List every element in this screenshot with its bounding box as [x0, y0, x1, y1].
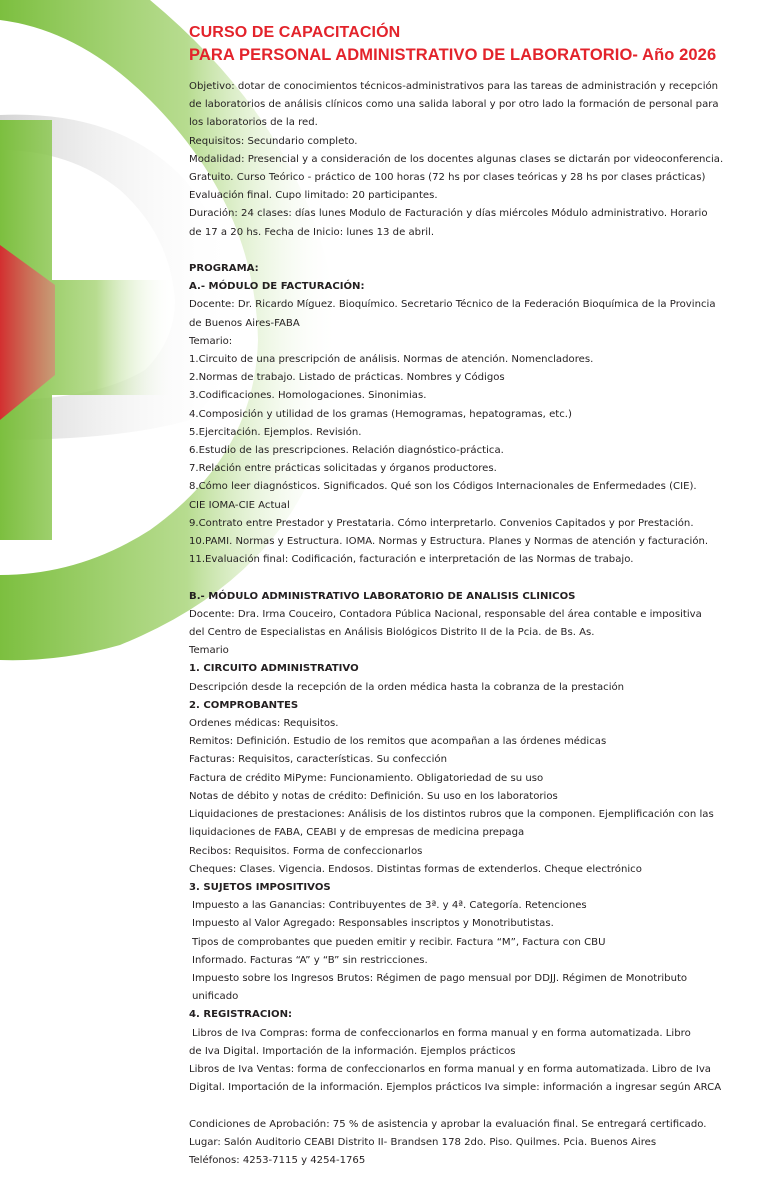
list-item: Impuesto a las Ganancias: Contribuyentes de 3ª. y 4ª. Categoría. Retenciones — [192, 900, 587, 912]
intro-line: Gratuito. Curso Teórico - práctico de 100 horas (72 hs por clases teóricas y 28 hs por clases prácticas) — [189, 172, 706, 184]
list-item: Digital. Importación de la información. Ejemplos prácticos Iva simple: información a ingresar según ARCA — [189, 1082, 722, 1094]
list-item: Facturas: Requisitos, características. Su confección — [189, 754, 447, 766]
intro-line: de 17 a 20 hs. Fecha de Inicio: lunes 13 de abril. — [189, 226, 435, 238]
temario-label: Temario: — [189, 335, 233, 347]
section-heading: 1. CIRCUITO ADMINISTRATIVO — [189, 663, 359, 675]
list-item: CIE IOMA-CIE Actual — [189, 499, 290, 511]
list-item: Informado. Facturas “A” y “B” sin restricciones. — [192, 954, 428, 966]
docente-line: de Buenos Aires-FABA — [189, 317, 300, 329]
list-item: Ordenes médicas: Requisitos. — [189, 718, 339, 730]
section-heading: 4. REGISTRACION: — [189, 1009, 293, 1021]
list-item: Impuesto al Valor Agregado: Responsables inscriptos y Monotributistas. — [192, 918, 554, 930]
list-item: de Iva Digital. Importación de la información. Ejemplos prácticos — [189, 1045, 516, 1057]
temario-label: Temario — [189, 645, 229, 657]
list-item: liquidaciones de FABA, CEABI y de empresas de medicina prepaga — [189, 827, 525, 839]
list-item: Recibos: Requisitos. Forma de confeccionarlos — [189, 845, 423, 857]
section-heading: 3. SUJETOS IMPOSITIVOS — [189, 881, 331, 893]
docente-line: Docente: Dr. Ricardo Míguez. Bioquímico. Secretario Técnico de la Federación Bioquímica de la Provincia — [189, 299, 716, 311]
section-heading: 2. COMPROBANTES — [189, 699, 299, 711]
list-item: Impuesto sobre los Ingresos Brutos: Régimen de pago mensual por DDJJ. Régimen de Monotributo — [192, 972, 688, 984]
footer-line: Lugar: Salón Auditorio CEABI Distrito II- Brandsen 178 2do. Piso. Quilmes. Pcia. Buenos Aires — [189, 1136, 657, 1148]
intro-line: de laboratorios de análisis clínicos como una salida laboral y por otro lado la formación de personal para — [189, 99, 719, 111]
list-item: Cheques: Clases. Vigencia. Endosos. Distintas formas de extenderlos. Cheque electrónico — [189, 863, 642, 875]
programa-heading: PROGRAMA: — [189, 263, 259, 275]
course-subtitle: PARA PERSONAL ADMINISTRATIVO DE LABORATORIO- Año 2026 — [189, 46, 717, 64]
footer-line: Condiciones de Aprobación: 75 % de asistencia y aprobar la evaluación final. Se entregará certificado. — [189, 1118, 707, 1130]
list-item: 8.Cómo leer diagnósticos. Significados. Qué son los Códigos Internacionales de Enfermedades (CIE). — [189, 481, 697, 493]
document-content — [189, 22, 749, 1170]
module-a-heading: A.- MÓDULO DE FACTURACIÓN: — [189, 281, 365, 293]
list-item: 2.Normas de trabajo. Listado de prácticas. Nombres y Códigos — [189, 372, 505, 384]
intro-line: Duración: 24 clases: días lunes Modulo de Facturación y días miércoles Módulo administrativo. Horario — [189, 208, 708, 220]
list-item: Factura de crédito MiPyme: Funcionamiento. Obligatoriedad de su uso — [189, 772, 544, 784]
document-body — [189, 78, 749, 1170]
list-item: 4.Composición y utilidad de los gramas (Hemogramas, hepatogramas, etc.) — [189, 408, 572, 420]
intro-line: los laboratorios de la red. — [189, 117, 318, 129]
list-item: 11.Evaluación final: Codificación, facturación e interpretación de las Normas de trabajo. — [189, 554, 634, 566]
list-item: Descripción desde la recepción de la orden médica hasta la cobranza de la prestación — [189, 681, 625, 693]
footer-line: Teléfonos: 4253-7115 y 4254-1765 — [189, 1154, 366, 1166]
list-item: Libros de Iva Ventas: forma de confeccionarlos en forma manual y en forma automatizada. Libro de Iva — [189, 1063, 711, 1075]
list-item: Libros de Iva Compras: forma de confeccionarlos en forma manual y en forma automatizada. Libro — [192, 1027, 691, 1039]
list-item: 9.Contrato entre Prestador y Prestataria. Cómo interpretarlo. Convenios Capitados y por Prestación. — [189, 517, 694, 529]
list-item: 5.Ejercitación. Ejemplos. Revisión. — [189, 426, 362, 438]
list-item: Liquidaciones de prestaciones: Análisis de los distintos rubros que la componen. Ejemplificación con las — [189, 809, 714, 821]
list-item: unificado — [192, 991, 239, 1003]
module-b-heading: B.- MÓDULO ADMINISTRATIVO LABORATORIO DE ANALISIS CLINICOS — [189, 590, 576, 602]
list-item: 6.Estudio de las prescripciones. Relación diagnóstico-práctica. — [189, 445, 504, 457]
intro-line: Objetivo: dotar de conocimientos técnicos-administrativos para las tareas de administración y recepción — [189, 81, 719, 92]
intro-line: Modalidad: Presencial y a consideración de los docentes algunas clases se dictarán por videoconferencia. — [189, 153, 724, 165]
intro-line: Requisitos: Secundario completo. — [189, 135, 358, 147]
list-item: Notas de débito y notas de crédito: Definición. Su uso en los laboratorios — [189, 790, 558, 802]
list-item: 1.Circuito de una prescripción de análisis. Normas de atención. Nomencladores. — [189, 354, 594, 366]
list-item: Tipos de comprobantes que pueden emitir y recibir. Factura “M”, Factura con CBU — [192, 936, 606, 948]
docente-line: Docente: Dra. Irma Couceiro, Contadora Pública Nacional, responsable del área contable e impositiva — [189, 608, 702, 620]
docente-line: del Centro de Especialistas en Análisis Biológicos Distrito II de la Pcia. de Bs. As. — [189, 627, 595, 639]
course-title: CURSO DE CAPACITACIÓN — [189, 24, 401, 41]
list-item: 10.PAMI. Normas y Estructura. IOMA. Normas y Estructura. Planes y Normas de atención y facturación. — [189, 536, 709, 548]
intro-line: Evaluación final. Cupo limitado: 20 participantes. — [189, 190, 438, 202]
list-item: Remitos: Definición. Estudio de los remitos que acompañan a las órdenes médicas — [189, 736, 607, 748]
list-item: 7.Relación entre prácticas solicitadas y órganos productores. — [189, 463, 497, 475]
list-item: 3.Codificaciones. Homologaciones. Sinonimias. — [189, 390, 427, 402]
